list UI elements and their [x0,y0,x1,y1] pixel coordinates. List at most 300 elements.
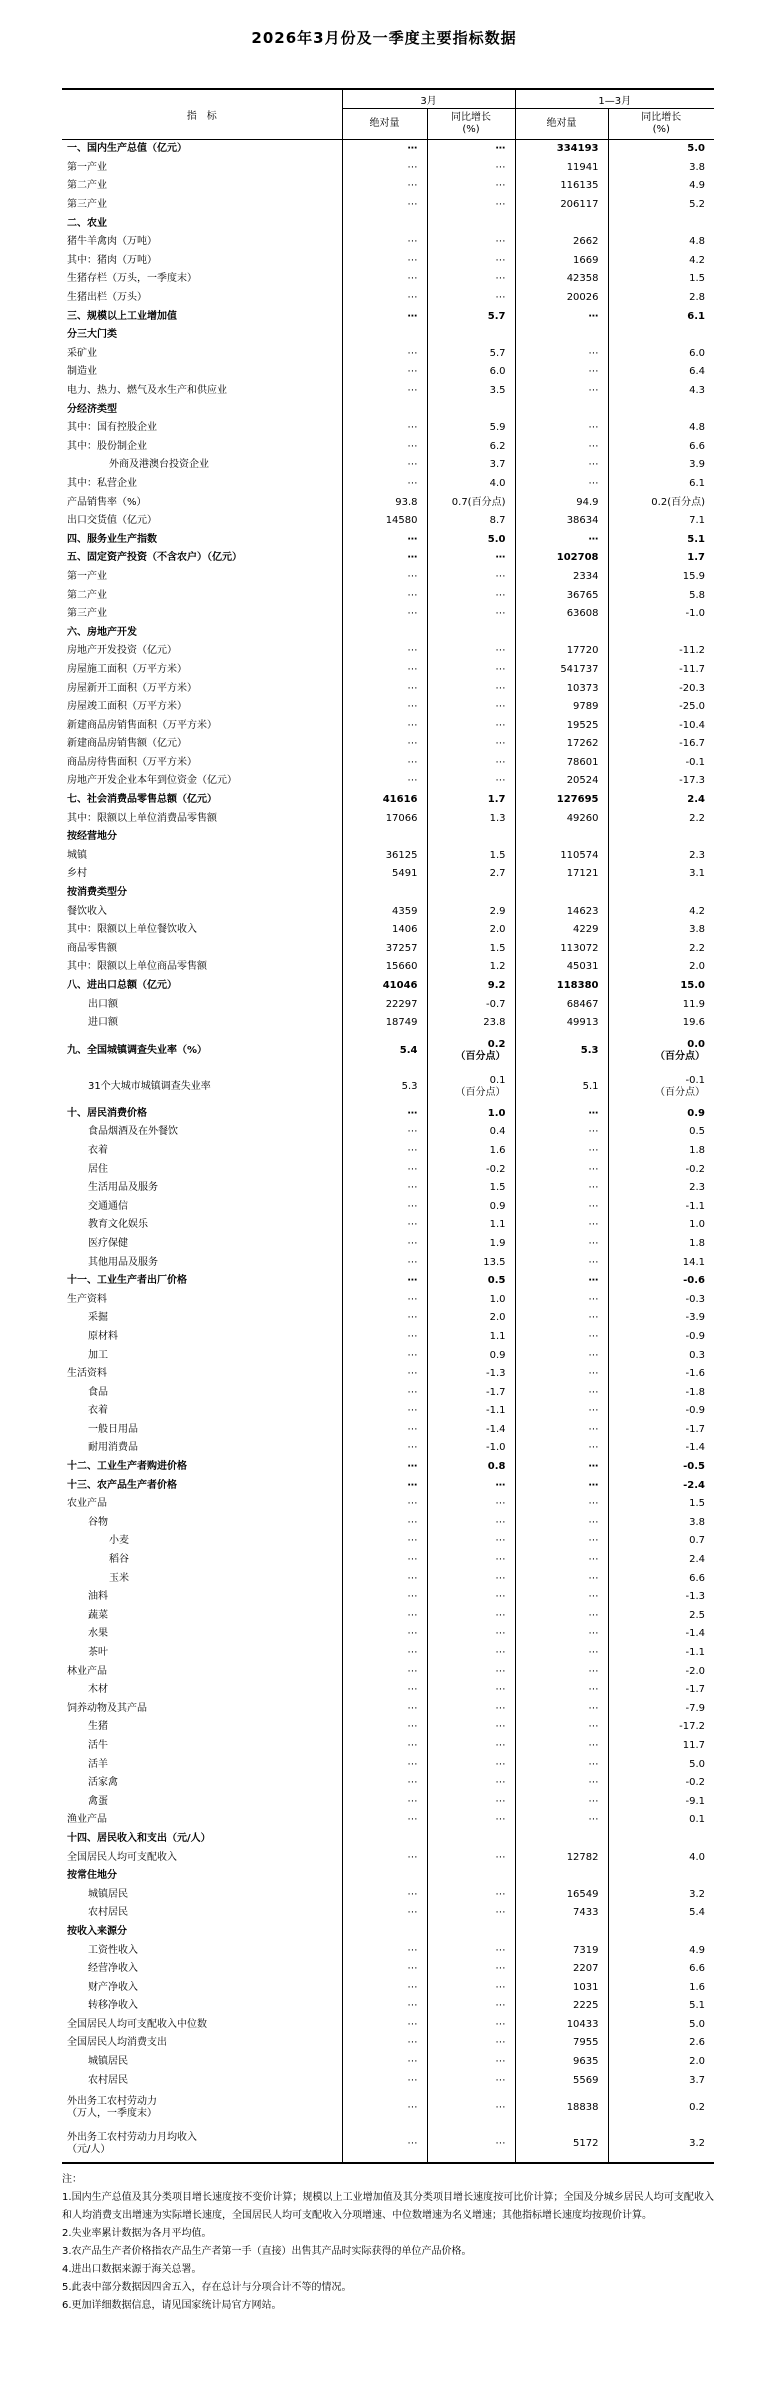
march-absolute-value: ⋯ [342,438,427,457]
table-row [62,1069,714,1105]
q1-yoy-value [608,400,714,419]
indicator-label: 猪牛羊禽肉（万吨） [62,233,342,252]
indicators-table [62,88,714,2164]
q1-absolute-value [515,1923,608,1942]
march-yoy-value: ⋯ [427,586,515,605]
q1-yoy-value: -1.0 [685,608,706,620]
q1-yoy-value: 2.4 [687,794,706,806]
q1-absolute-value: ⋯ [515,1179,608,1198]
march-yoy-value: ⋯ [427,1960,515,1979]
q1-yoy-value: 2.8 [689,292,706,304]
march-absolute-value: ⋯ [342,1179,427,1198]
q1-yoy-value: -1.1 [685,1647,706,1659]
table-row [62,1346,714,1365]
table-row [62,623,714,642]
table-row [62,1718,714,1737]
indicator-label: 按消费类型分 [62,884,342,903]
table-row [62,1383,714,1402]
q1-yoy-value: 2.3 [689,1182,706,1194]
indicator-label: 蔬菜 [62,1607,342,1626]
indicator-label: 十四、居民收入和支出（元/人） [62,1830,342,1849]
indicator-label: 财产净收入 [62,1978,342,1997]
march-absolute-value: 15660 [342,958,427,977]
march-absolute-value: ⋯ [342,1681,427,1700]
march-yoy-value: ⋯ [427,1495,515,1514]
indicator-label: 商品房待售面积（万平方米） [62,754,342,773]
indicator-label: 食品 [62,1383,342,1402]
q1-absolute-value: 10433 [515,2016,608,2035]
indicator-label: 乡村 [62,865,342,884]
q1-yoy-value: 5.1 [687,533,706,545]
march-yoy-value [427,1830,515,1849]
q1-yoy-value: -16.7 [679,738,706,750]
march-yoy-value: ⋯ [427,270,515,289]
march-absolute-value: ⋯ [342,233,427,252]
table-row [62,902,714,921]
march-yoy-value: ⋯ [427,1681,515,1700]
q1-absolute-value: 7955 [515,2034,608,2053]
indicator-label: 七、社会消费品零售总额（亿元） [62,791,342,810]
march-absolute-value: ⋯ [342,568,427,587]
indicator-label: 全国居民人均可支配收入中位数 [62,2016,342,2035]
march-absolute-value: ⋯ [342,1718,427,1737]
header-q1-yoy [608,109,714,140]
q1-absolute-value: ⋯ [515,345,608,364]
indicator-label: 生活用品及服务 [62,1179,342,1198]
table-row [62,2126,714,2163]
march-yoy-value: 5.7 [427,307,515,326]
indicator-label: 房屋竣工面积（万平方米） [62,698,342,717]
march-absolute-value: ⋯ [342,270,427,289]
table-row [62,270,714,289]
indicator-label: 工资性收入 [62,1941,342,1960]
q1-absolute-value: ⋯ [515,475,608,494]
march-yoy-value: -1.0 [427,1439,515,1458]
march-yoy-value [427,326,515,345]
table-row [62,475,714,494]
march-absolute-value: ⋯ [342,586,427,605]
q1-yoy-value: -20.3 [679,682,706,694]
indicator-label: 八、进出口总额（亿元） [62,977,342,996]
table-row [62,1495,714,1514]
march-absolute-value: ⋯ [342,1160,427,1179]
indicator-label: 耐用消费品 [62,1439,342,1458]
indicator-label: 原材料 [62,1328,342,1347]
q1-absolute-value: 49260 [515,809,608,828]
indicator-label: 电力、热力、燃气及水生产和供应业 [62,382,342,401]
q1-yoy-value: 1.7 [687,552,706,564]
q1-yoy-value: -7.9 [685,1702,706,1714]
q1-yoy-value: 6.0 [689,347,706,359]
q1-yoy-value: -0.1 [685,756,706,768]
march-yoy-value: -0.2 [427,1160,515,1179]
table-row [62,772,714,791]
q1-yoy-value: 19.6 [682,1017,706,1029]
march-yoy-value: ⋯ [427,233,515,252]
march-yoy-value: -1.7 [427,1383,515,1402]
q1-absolute-value: ⋯ [515,530,608,549]
q1-absolute-value: 7433 [515,1904,608,1923]
q1-yoy-value: 1.6 [689,1981,706,1993]
q1-yoy-value: 2.4 [689,1554,706,1566]
indicator-label: 经营净收入 [62,1960,342,1979]
q1-yoy-value: -0.5 [683,1461,706,1473]
table-row [62,1197,714,1216]
q1-absolute-value: 20524 [515,772,608,791]
q1-yoy-value [608,1923,714,1942]
q1-absolute-value: 10373 [515,679,608,698]
indicator-label: 出口额 [62,995,342,1014]
march-absolute-value: ⋯ [342,1328,427,1347]
table-row [62,995,714,1014]
q1-yoy-value: 2.0 [689,2056,706,2068]
q1-yoy-value: 3.9 [689,459,706,471]
table-row [62,1737,714,1756]
march-yoy-value: 2.9 [427,902,515,921]
march-absolute-value: ⋯ [342,530,427,549]
q1-absolute-value [515,1830,608,1849]
indicator-label: 第二产业 [62,177,342,196]
table-row [62,1105,714,1124]
indicator-label: 居住 [62,1160,342,1179]
march-absolute-value: 5491 [342,865,427,884]
q1-absolute-value: ⋯ [515,1476,608,1495]
q1-yoy-value: -0.1 （百分点） [655,1074,706,1098]
march-absolute-value: ⋯ [342,1142,427,1161]
q1-yoy-value: 15.0 [680,980,706,992]
march-absolute-value: ⋯ [342,1476,427,1495]
table-row [62,1681,714,1700]
q1-absolute-value: ⋯ [515,1718,608,1737]
indicator-label: 油料 [62,1588,342,1607]
table-row [62,512,714,531]
q1-yoy-value: 6.6 [689,1963,706,1975]
q1-yoy-value: 6.6 [689,440,706,452]
q1-absolute-value: ⋯ [515,419,608,438]
q1-absolute-value: 4229 [515,921,608,940]
footnote-item: 2.失业率累计数据为各月平均值。 [62,2227,212,2239]
header-march: 3月 [342,89,515,109]
march-yoy-value: 0.2 （百分点） [427,1033,515,1069]
march-yoy-value [427,623,515,642]
q1-absolute-value: ⋯ [515,1328,608,1347]
table-row [62,1309,714,1328]
march-absolute-value: 41046 [342,977,427,996]
table-row [62,1644,714,1663]
march-absolute-value: ⋯ [342,177,427,196]
march-absolute-value: ⋯ [342,698,427,717]
q1-yoy-value: 2.2 [689,812,706,824]
indicator-label: 其中：限额以上单位商品零售额 [62,958,342,977]
march-absolute-value: ⋯ [342,1662,427,1681]
q1-yoy-value: 11.7 [682,1739,706,1751]
march-absolute-value: ⋯ [342,754,427,773]
table-row [62,1885,714,1904]
march-absolute-value [342,214,427,233]
q1-absolute-value: ⋯ [515,382,608,401]
table-row [62,1569,714,1588]
march-yoy-value: ⋯ [427,605,515,624]
table-row [62,1179,714,1198]
q1-absolute-value: 7319 [515,1941,608,1960]
march-yoy-value: ⋯ [427,2053,515,2072]
indicator-label: 其中：股份制企业 [62,438,342,457]
q1-yoy-value: 6.1 [687,310,706,322]
march-absolute-value [342,1830,427,1849]
q1-absolute-value: ⋯ [515,456,608,475]
q1-yoy-value: 15.9 [682,570,706,582]
q1-absolute-value: 16549 [515,1885,608,1904]
march-yoy-value: 0.9 [427,1346,515,1365]
q1-absolute-value: ⋯ [515,1216,608,1235]
table-row [62,1532,714,1551]
march-yoy-value: 1.7 [427,791,515,810]
q1-absolute-value: 17720 [515,642,608,661]
q1-yoy-value: 1.0 [689,1219,706,1231]
table-row [62,307,714,326]
table-row [62,1160,714,1179]
q1-absolute-value: ⋯ [515,1551,608,1570]
march-absolute-value: ⋯ [342,1235,427,1254]
march-absolute-value: ⋯ [342,1495,427,1514]
q1-absolute-value: ⋯ [515,1383,608,1402]
q1-yoy-value: -17.3 [679,775,706,787]
q1-absolute-value: 1031 [515,1978,608,1997]
q1-yoy-value: -0.6 [683,1275,706,1287]
q1-absolute-value: ⋯ [515,1458,608,1477]
indicator-label: 加工 [62,1346,342,1365]
table-row [62,847,714,866]
march-yoy-value: ⋯ [427,1737,515,1756]
indicator-label: 教育文化娱乐 [62,1216,342,1235]
q1-absolute-value: ⋯ [515,1235,608,1254]
q1-yoy-value [608,326,714,345]
q1-yoy-value [608,623,714,642]
table-row [62,1625,714,1644]
indicator-label: 全国居民人均消费支出 [62,2034,342,2053]
indicator-label: 其中：限额以上单位消费品零售额 [62,809,342,828]
march-yoy-value: ⋯ [427,1848,515,1867]
march-yoy-value: ⋯ [427,289,515,308]
indicator-label: 九、全国城镇调查失业率（%） [62,1033,342,1069]
indicator-label: 生活资料 [62,1365,342,1384]
footnotes-label: 注： [62,2173,82,2185]
q1-absolute-value: 110574 [515,847,608,866]
q1-absolute-value: ⋯ [515,1272,608,1291]
march-yoy-value: ⋯ [427,1885,515,1904]
header-march-yoy [427,109,515,140]
table-row [62,1142,714,1161]
q1-yoy-value: -0.3 [685,1293,706,1305]
march-absolute-value: ⋯ [342,1532,427,1551]
march-absolute-value: ⋯ [342,2034,427,2053]
table-row [62,1811,714,1830]
q1-yoy-value: 2.2 [689,942,706,954]
indicator-label: 五、固定资产投资（不含农户）（亿元） [62,549,342,568]
march-absolute-value: ⋯ [342,1941,427,1960]
march-yoy-value: 0.4 [427,1123,515,1142]
q1-absolute-value: 45031 [515,958,608,977]
table-row [62,940,714,959]
q1-yoy-value: 1.5 [689,273,706,285]
header-indicator: 指 标 [62,89,342,140]
march-yoy-value: ⋯ [427,1607,515,1626]
march-yoy-value [427,1867,515,1886]
table-row [62,1960,714,1979]
table-row [62,252,714,271]
q1-absolute-value: 206117 [515,196,608,215]
indicator-label: 茶叶 [62,1644,342,1663]
march-absolute-value: 17066 [342,809,427,828]
march-absolute-value: ⋯ [342,363,427,382]
march-absolute-value: ⋯ [342,1514,427,1533]
march-yoy-value: 13.5 [427,1253,515,1272]
indicator-label: 分三大门类 [62,326,342,345]
table-row [62,1607,714,1626]
q1-absolute-value: 5569 [515,2071,608,2090]
table-row [62,1272,714,1291]
march-absolute-value: ⋯ [342,1700,427,1719]
march-absolute-value: ⋯ [342,605,427,624]
march-absolute-value: ⋯ [342,1588,427,1607]
indicator-label: 房地产开发企业本年到位资金（亿元） [62,772,342,791]
march-yoy-value: ⋯ [427,698,515,717]
table-row [62,1978,714,1997]
indicator-label: 按经营地分 [62,828,342,847]
march-yoy-value: 1.3 [427,809,515,828]
indicator-label: 房地产开发投资（亿元） [62,642,342,661]
q1-yoy-value: 6.1 [689,477,706,489]
table-row [62,568,714,587]
table-row [62,419,714,438]
table-row [62,549,714,568]
march-yoy-value: 5.0 [427,530,515,549]
header-yoy-line2: (%) [652,124,670,135]
table-row [62,1997,714,2016]
q1-yoy-value: 0.2(百分点) [651,496,706,508]
q1-absolute-value [515,828,608,847]
march-yoy-value: -0.7 [427,995,515,1014]
q1-absolute-value: 94.9 [515,493,608,512]
q1-absolute-value: ⋯ [515,1495,608,1514]
march-yoy-value: ⋯ [427,1941,515,1960]
march-yoy-value: -1.3 [427,1365,515,1384]
march-absolute-value: ⋯ [342,196,427,215]
march-yoy-value: 1.1 [427,1216,515,1235]
march-absolute-value: ⋯ [342,1346,427,1365]
q1-absolute-value: 113072 [515,940,608,959]
march-yoy-value: ⋯ [427,1476,515,1495]
march-yoy-value: ⋯ [427,735,515,754]
q1-absolute-value: 17121 [515,865,608,884]
march-yoy-value: ⋯ [427,1978,515,1997]
table-row [62,159,714,178]
indicator-label: 外出务工农村劳动力月均收入 （元/人） [62,2126,342,2163]
table-row [62,586,714,605]
q1-absolute-value: 2225 [515,1997,608,2016]
q1-yoy-value [608,828,714,847]
march-absolute-value: ⋯ [342,1290,427,1309]
march-absolute-value: ⋯ [342,307,427,326]
table-row [62,530,714,549]
march-yoy-value: ⋯ [427,1774,515,1793]
q1-yoy-value: -1.8 [685,1386,706,1398]
indicator-label: 分经济类型 [62,400,342,419]
q1-yoy-value: 3.2 [689,1888,706,1900]
header-yoy-line1: 同比增长 [641,112,682,123]
march-absolute-value: 37257 [342,940,427,959]
q1-yoy-value: -1.6 [685,1368,706,1380]
march-yoy-value: 4.0 [427,475,515,494]
march-yoy-value: 6.2 [427,438,515,457]
indicator-label: 外商及港澳台投资企业 [62,456,342,475]
table-row [62,456,714,475]
table-row [62,661,714,680]
q1-yoy-value: -10.4 [679,719,706,731]
indicator-label: 其中：猪肉（万吨） [62,252,342,271]
q1-absolute-value: ⋯ [515,1142,608,1161]
indicator-label: 第一产业 [62,159,342,178]
q1-yoy-value: -1.4 [685,1628,706,1640]
q1-absolute-value: ⋯ [515,1569,608,1588]
march-absolute-value: ⋯ [342,1978,427,1997]
q1-absolute-value: 19525 [515,716,608,735]
q1-yoy-value: 5.2 [689,199,706,211]
table-row [62,1033,714,1069]
q1-absolute-value: ⋯ [515,1253,608,1272]
q1-absolute-value [515,326,608,345]
indicator-label: 城镇居民 [62,2053,342,2072]
march-yoy-value: 0.1 （百分点） [427,1069,515,1105]
march-yoy-value: ⋯ [427,1625,515,1644]
footnote-item: 5.此表中部分数据因四舍五入，存在总计与分项合计不等的情况。 [62,2281,352,2293]
table-row [62,1421,714,1440]
q1-absolute-value: ⋯ [515,438,608,457]
indicator-label: 衣着 [62,1402,342,1421]
march-yoy-value: 1.0 [427,1290,515,1309]
table-row [62,493,714,512]
march-yoy-value: -1.4 [427,1421,515,1440]
march-absolute-value: ⋯ [342,289,427,308]
march-absolute-value: ⋯ [342,1607,427,1626]
q1-yoy-value: 5.0 [687,143,706,155]
march-absolute-value: ⋯ [342,1216,427,1235]
q1-absolute-value: 5.3 [515,1033,608,1069]
march-absolute-value: 4359 [342,902,427,921]
q1-yoy-value: -1.4 [685,1442,706,1454]
indicator-label: 谷物 [62,1514,342,1533]
march-absolute-value: ⋯ [342,1625,427,1644]
march-yoy-value: 1.1 [427,1328,515,1347]
march-absolute-value: ⋯ [342,2090,427,2126]
indicator-label: 房屋新开工面积（万平方米） [62,679,342,698]
q1-yoy-value: 3.7 [689,2074,706,2086]
indicator-label: 饲养动物及其产品 [62,1700,342,1719]
march-absolute-value: ⋯ [342,1123,427,1142]
q1-absolute-value: 17262 [515,735,608,754]
indicator-label: 城镇 [62,847,342,866]
q1-absolute-value: 2207 [515,1960,608,1979]
march-absolute-value: 36125 [342,847,427,866]
indicator-label: 按常住地分 [62,1867,342,1886]
march-yoy-value: 8.7 [427,512,515,531]
q1-yoy-value: -3.9 [685,1312,706,1324]
q1-yoy-value: -25.0 [679,701,706,713]
indicator-label: 其中：私营企业 [62,475,342,494]
q1-yoy-value: 5.0 [689,1758,706,1770]
q1-yoy-value: 5.1 [689,2000,706,2012]
table-row [62,140,714,159]
